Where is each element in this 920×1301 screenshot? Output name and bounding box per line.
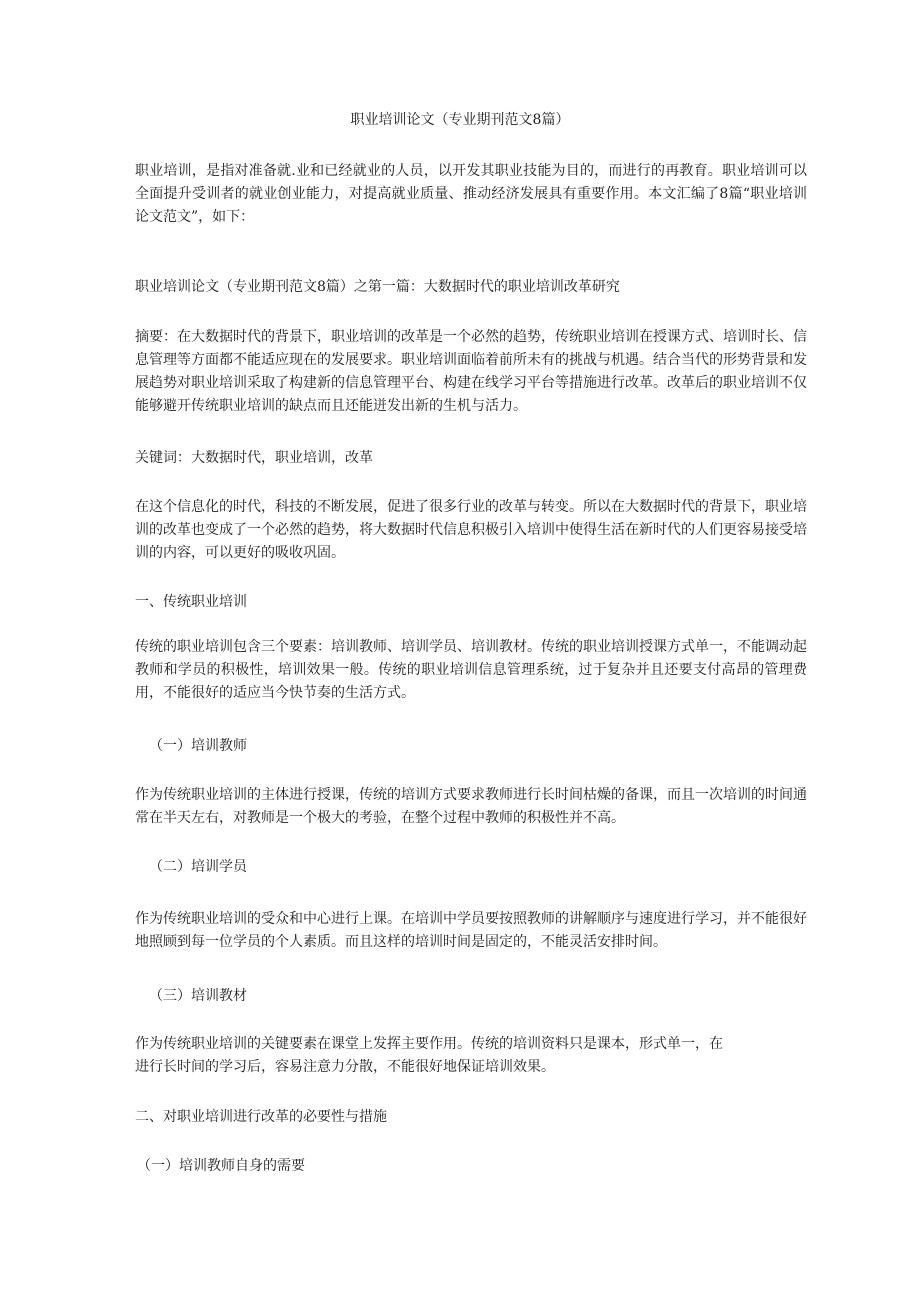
section-2-subsection-1-heading: （一）培训教师自身的需要: [137, 1158, 305, 1174]
subsection-2-heading: （二）培训学员: [149, 859, 247, 875]
subsection-1-heading: （一）培训教师: [149, 738, 247, 754]
subsection-3-heading: （三）培训教材: [149, 988, 247, 1004]
keywords-line: 关键词：大数据时代，职业培训，改革: [135, 450, 373, 466]
subsection-3-paragraph-line-1: 作为传统职业培训的关键要素在课堂上发挥主要作用。传统的培训资料只是课本，形式单一，在: [135, 1036, 723, 1052]
section-1-heading: 一、传统职业培训: [135, 594, 247, 610]
section-1-paragraph: 传统的职业培训包含三个要素：培训教师、培训学员、培训教材。传统的职业培训授课方式单一，不能调动起教师和学员的积极性，培训效果一般。传统的职业培训信息管理系统，过于复杂并且还要支付高昂的管理费用，不能很好的适应当今快节奏的生活方式。: [135, 639, 807, 701]
intro-body-paragraph: 在这个信息化的时代，科技的不断发展，促进了很多行业的改革与转变。所以在大数据时代的背景下，职业培训的改革也变成了一个必然的趋势，将大数据时代信息积极引入培训中使得生活在新时代的人们更容易接受培训的内容，可以更好的吸收巩固。: [135, 499, 807, 561]
subsection-3-paragraph-line-2: 进行长时间的学习后，容易注意力分散，不能很好地保证培训效果。: [135, 1059, 555, 1075]
subsection-1-paragraph: 作为传统职业培训的主体进行授课，传统的培训方式要求教师进行长时间枯燥的备课，而且一次培训的时间通常在半天左右，对教师是一个极大的考验，在整个过程中教师的积极性并不高。: [135, 787, 807, 826]
document-title: 职业培训论文（专业期刊范文8篇）: [350, 112, 570, 128]
article-title: 职业培训论文（专业期刊范文8篇）之第一篇：大数据时代的职业培训改革研究: [135, 279, 620, 295]
abstract-paragraph: 摘要：在大数据时代的背景下，职业培训的改革是一个必然的趋势，传统职业培训在授课方式、培训时长、信息管理等方面都不能适应现在的发展要求。职业培训面临着前所未有的挑战与机遇。结合当代的形势背景和发展趋势对职业培训采取了构建新的信息管理平台、构建在线学习平台等措施进行改革。改革后的职业培训不仅能够避开传统职业培训的缺点而且还能迸发出新的生机与活力。: [135, 329, 807, 414]
intro-paragraph: 职业培训，是指对准备就.业和已经就业的人员，以开发其职业技能为目的，而进行的再教育。职业培训可以全面提升受训者的就业创业能力，对提高就业质量、推动经济发展具有重要作用。本文汇编了8篇“职业培训论文范文”，如下：: [135, 163, 807, 225]
subsection-2-paragraph: 作为传统职业培训的受众和中心进行上课。在培训中学员要按照教师的讲解顺序与速度进行学习，并不能很好地照顾到每一位学员的个人素质。而且这样的培训时间是固定的，不能灵活安排时间。: [135, 911, 807, 950]
section-2-heading: 二、对职业培训进行改革的必要性与措施: [135, 1109, 387, 1125]
